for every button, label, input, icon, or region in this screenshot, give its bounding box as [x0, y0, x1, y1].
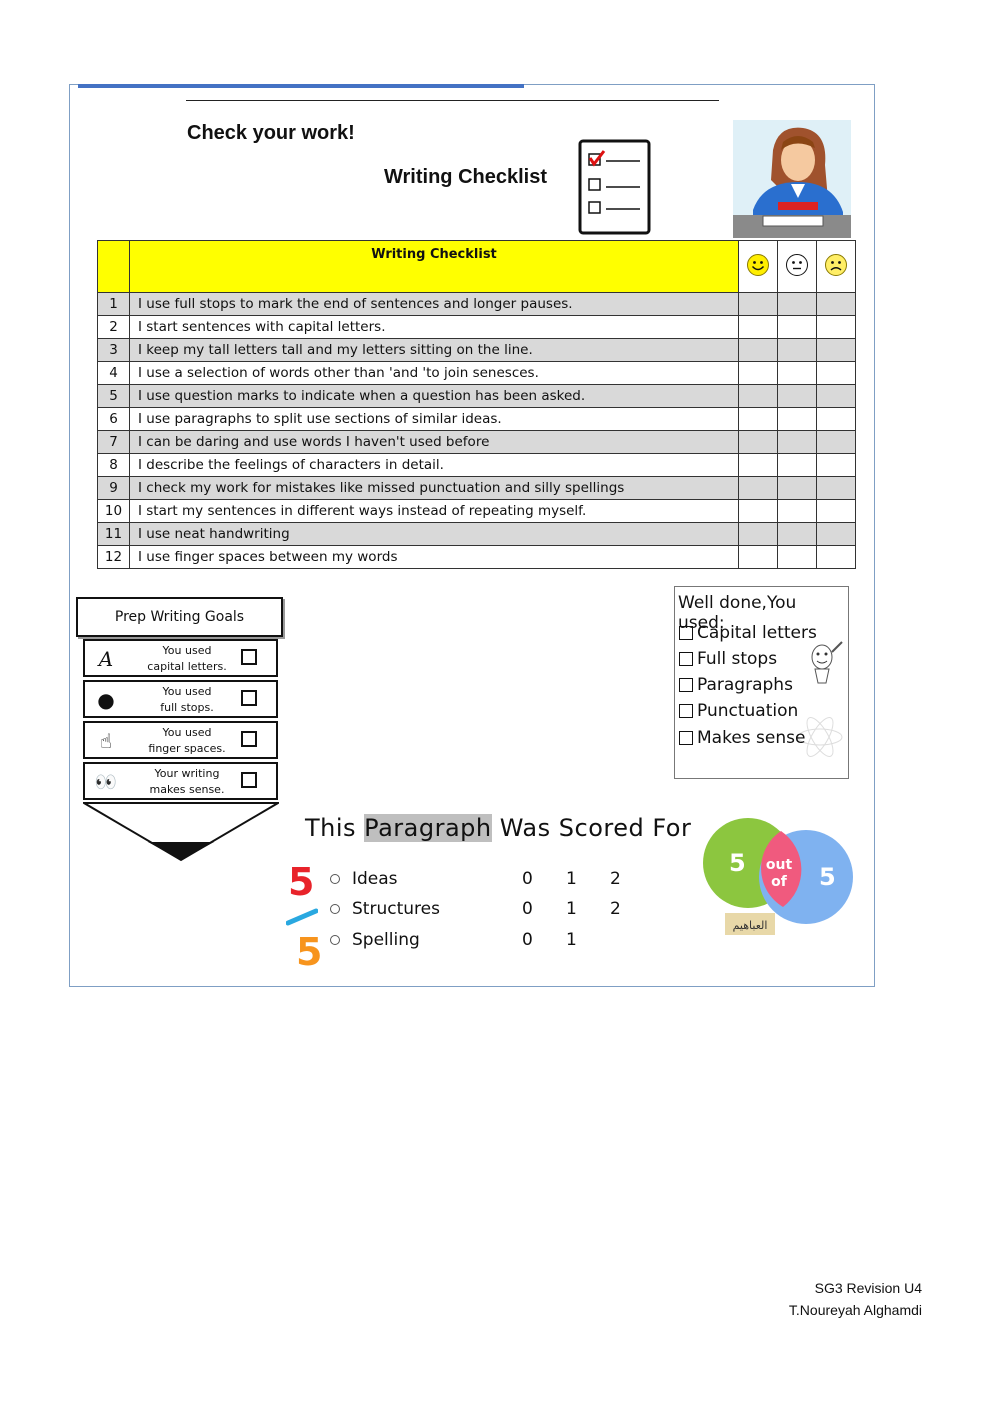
goal-text: Your writing makes sense.	[149, 767, 225, 796]
row-text: I use full stops to mark the end of sentences and longer pauses.	[130, 293, 739, 316]
score-row-structures: Structures 0 1 2	[330, 899, 654, 919]
sad-face-icon	[824, 253, 848, 277]
check-your-work-title: Check your work!	[187, 122, 355, 144]
row-text: I use question marks to indicate when a question has been asked.	[130, 385, 739, 408]
neutral-rating-cell[interactable]	[778, 385, 817, 408]
top-accent-bar	[78, 84, 524, 88]
happy-rating-cell[interactable]	[739, 523, 778, 546]
venn-left-value: 5	[729, 849, 746, 877]
happy-rating-cell[interactable]	[739, 500, 778, 523]
table-row	[98, 523, 856, 546]
checkbox-icon[interactable]	[679, 678, 693, 692]
eyes-icon: 👀	[94, 771, 118, 793]
row-number: 3	[98, 339, 130, 362]
happy-rating-cell[interactable]	[739, 293, 778, 316]
checkbox-icon[interactable]	[679, 626, 693, 640]
neutral-rating-cell[interactable]	[778, 500, 817, 523]
score-title: This Paragraph Was Scored For	[305, 814, 692, 842]
dot-icon: ●	[97, 688, 115, 712]
girl-writing-illustration	[733, 120, 851, 238]
happy-rating-cell[interactable]	[739, 339, 778, 362]
well-done-title: Well done,You used:	[678, 593, 797, 633]
sad-rating-cell[interactable]	[817, 546, 856, 569]
row-number: 8	[98, 454, 130, 477]
score-row-ideas: Ideas 0 1 2	[330, 869, 654, 889]
row-number: 12	[98, 546, 130, 569]
checkbox-icon[interactable]	[679, 731, 693, 745]
neutral-rating-cell[interactable]	[778, 523, 817, 546]
prep-writing-goals	[76, 597, 286, 867]
goal-capital-letters	[83, 639, 278, 677]
score-denominator: 5	[296, 930, 323, 974]
table-row	[98, 431, 856, 454]
sad-rating-cell[interactable]	[817, 316, 856, 339]
row-number: 1	[98, 293, 130, 316]
table-row	[98, 362, 856, 385]
row-text: I describe the feelings of characters in detail.	[130, 454, 739, 477]
sad-rating-cell[interactable]	[817, 362, 856, 385]
writing-checklist-heading: Writing Checklist	[384, 166, 547, 188]
table-row	[98, 546, 856, 569]
table-title: Writing Checklist	[130, 241, 739, 293]
row-number: 4	[98, 362, 130, 385]
goal-checkbox[interactable]	[241, 649, 257, 665]
row-number: 9	[98, 477, 130, 500]
goal-makes-sense	[83, 762, 278, 800]
goal-text: You used full stops.	[160, 685, 214, 714]
out-of-five-venn-icon	[703, 815, 855, 940]
sad-rating-cell[interactable]	[817, 408, 856, 431]
row-number: 5	[98, 385, 130, 408]
checkbox-icon[interactable]	[679, 704, 693, 718]
goals-arrow-icon	[83, 802, 279, 862]
well-done-item: Punctuation	[679, 701, 798, 721]
pencil-character-icon	[800, 637, 845, 687]
row-text: I use neat handwriting	[130, 523, 739, 546]
happy-face-header	[739, 241, 778, 293]
sad-rating-cell[interactable]	[817, 500, 856, 523]
table-row	[98, 385, 856, 408]
row-number: 2	[98, 316, 130, 339]
clipboard-checklist-icon	[578, 139, 651, 235]
table-row	[98, 316, 856, 339]
row-number: 6	[98, 408, 130, 431]
table-row	[98, 293, 856, 316]
goal-checkbox[interactable]	[241, 690, 257, 706]
sad-rating-cell[interactable]	[817, 523, 856, 546]
name-line	[186, 100, 719, 101]
sad-rating-cell[interactable]	[817, 454, 856, 477]
sad-rating-cell[interactable]	[817, 339, 856, 362]
venn-out-label: out	[765, 857, 793, 873]
neutral-rating-cell[interactable]	[778, 339, 817, 362]
sad-rating-cell[interactable]	[817, 385, 856, 408]
happy-rating-cell[interactable]	[739, 454, 778, 477]
score-row-spelling: Spelling 0 1	[330, 930, 654, 950]
happy-rating-cell[interactable]	[739, 546, 778, 569]
well-done-box	[674, 586, 849, 779]
happy-rating-cell[interactable]	[739, 385, 778, 408]
row-text: I keep my tall letters tall and my letters sitting on the line.	[130, 339, 739, 362]
row-text: I start my sentences in different ways instead of repeating myself.	[130, 500, 739, 523]
table-row	[98, 477, 856, 500]
header-number-cell	[98, 241, 130, 293]
neutral-face-header	[778, 241, 817, 293]
well-done-item: Full stops	[679, 649, 777, 669]
sad-face-header	[817, 241, 856, 293]
footer-course: SG3 Revision U4	[814, 1280, 922, 1296]
venn-right-value: 5	[819, 863, 836, 891]
letter-a-icon: A	[98, 647, 114, 671]
goal-text: You used finger spaces.	[148, 726, 226, 755]
bullet-icon	[330, 935, 340, 945]
row-text: I use a selection of words other than 'and 'to join senesces.	[130, 362, 739, 385]
table-row	[98, 454, 856, 477]
writing-checklist-table	[97, 240, 856, 569]
happy-rating-cell[interactable]	[739, 362, 778, 385]
goals-title: Prep Writing Goals	[76, 597, 283, 637]
fraction-slash-icon	[286, 908, 318, 926]
finger-icon: ☝	[99, 729, 113, 753]
table-row	[98, 408, 856, 431]
bullet-icon	[330, 874, 340, 884]
happy-rating-cell[interactable]	[739, 408, 778, 431]
neutral-face-icon	[785, 253, 809, 277]
row-number: 11	[98, 523, 130, 546]
goal-checkbox[interactable]	[241, 731, 257, 747]
sad-rating-cell[interactable]	[817, 477, 856, 500]
venn-caption: العباهيم	[732, 919, 768, 932]
row-text: I check my work for mistakes like missed punctuation and silly spellings	[130, 477, 739, 500]
well-done-item: Paragraphs	[679, 675, 793, 695]
neutral-rating-cell[interactable]	[778, 454, 817, 477]
happy-face-icon	[746, 253, 770, 277]
row-number: 7	[98, 431, 130, 454]
venn-of-label: of	[771, 874, 787, 890]
neutral-rating-cell[interactable]	[778, 408, 817, 431]
happy-rating-cell[interactable]	[739, 477, 778, 500]
score-numerator: 5	[288, 860, 315, 904]
table-row	[98, 500, 856, 523]
row-text: I start sentences with capital letters.	[130, 316, 739, 339]
footer-teacher: T.Noureyah Alghamdi	[788, 1302, 922, 1318]
table-row	[98, 339, 856, 362]
well-done-item: Makes sense	[679, 728, 805, 748]
neutral-rating-cell[interactable]	[778, 362, 817, 385]
goal-full-stops	[83, 680, 278, 718]
goal-finger-spaces	[83, 721, 278, 759]
bullet-icon	[330, 904, 340, 914]
row-text: I can be daring and use words I haven't used before	[130, 431, 739, 454]
row-text: I use finger spaces between my words	[130, 546, 739, 569]
happy-rating-cell[interactable]	[739, 316, 778, 339]
checkbox-icon[interactable]	[679, 652, 693, 666]
sad-rating-cell[interactable]	[817, 293, 856, 316]
neutral-rating-cell[interactable]	[778, 477, 817, 500]
sad-rating-cell[interactable]	[817, 431, 856, 454]
neutral-rating-cell[interactable]	[778, 316, 817, 339]
happy-rating-cell[interactable]	[739, 431, 778, 454]
goal-checkbox[interactable]	[241, 772, 257, 788]
neutral-rating-cell[interactable]	[778, 293, 817, 316]
well-done-item: Capital letters	[679, 623, 817, 643]
neutral-rating-cell[interactable]	[778, 546, 817, 569]
row-number: 10	[98, 500, 130, 523]
row-text: I use paragraphs to split use sections of similar ideas.	[130, 408, 739, 431]
goal-text: You used capital letters.	[147, 644, 227, 673]
neutral-rating-cell[interactable]	[778, 431, 817, 454]
